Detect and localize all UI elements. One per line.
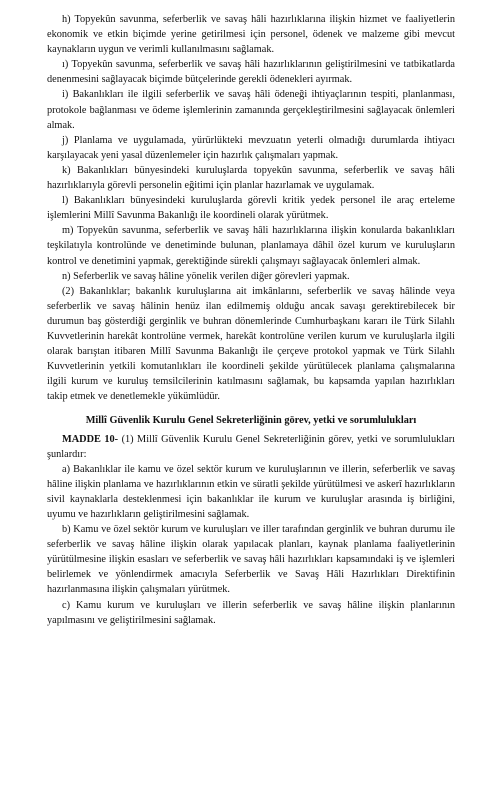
item-j: j) Planlama ve uygulamada, yürürlükteki mevzuatın yeterli olmadığı durumlarda ihtiyacı karşılayacak yeni yasal düzenlemeler için hazırlık çalışmaları yapmak. <box>47 134 455 161</box>
item-h: h) Topyekûn savunma, seferberlik ve savaş hâli hazırlıklarına ilişkin hizmet ve faaliyetlerin ekonomik ve etkin biçimde yerine getirilmesi için personel, ödenek ve malzeme gibi mevcut kaynakların uygun ve verimli kullanılmasını sağlamak. <box>47 14 455 56</box>
madde-item-c: c) Kamu kurum ve kuruluşları ve illerin seferberlik ve savaş hâline ilişkin planlarının yapılmasını ve geliştirilmesini sağlamak. <box>47 599 455 626</box>
madde-item-a: a) Bakanlıklar ile kamu ve özel sektör kurum ve kuruluşlarının ve illerin, seferberlik ve savaş hâline ilişkin planlama ve hazırlıklarının etkin ve süratli şekilde yürütülmesi ve askerî hazırlıkların sivil kaynaklarla desteklenmesi için bakanlıklar ile kurum ve kuruluşlar arasında iş birliğini, uyumu ve hazırlıkların geliştirilmesini sağlamak. <box>47 463 455 520</box>
item-dotless-i: ı) Topyekûn savunma, seferberlik ve savaş hâli hazırlıklarının geliştirilmesini ve tatbikatlarda denenmesini sağlayacak biçimde bütçelerinde gerekli ödenekleri ayırmak. <box>47 59 455 86</box>
madde-title: MADDE 10- <box>62 433 119 445</box>
item-l: l) Bakanlıkları bünyesindeki kuruluşlarda görevli kritik yedek personel ile araç erteleme işlemlerini Millî Savunma Bakanlığı ile koordineli olarak yürütmek. <box>47 195 455 222</box>
madde-intro-text: (1) Millî Güvenlik Kurulu Genel Sekreterliğinin görev, yetki ve sorumlulukları şunlardır: <box>47 433 456 460</box>
item-n: n) Seferberlik ve savaş hâline yönelik verilen diğer görevleri yapmak. <box>62 270 350 282</box>
madde-10-intro <box>47 432 455 462</box>
item-m: m) Topyekûn savunma, seferberlik ve savaş hâli hazırlıklarına ilişkin konularda bakanlıkları teşkilatıyla kontrolünde ve denetiminde bulunan, planlamaya dâhil özel kurum ve kuruluşların kontrol ve denetimini yapmak, gerektiğinde sürekli çalışmayı sağlayacak önlemleri almak. <box>47 225 455 267</box>
section-heading: Millî Güvenlik Kurulu Genel Sekreterliğinin görev, yetki ve sorumlulukları <box>85 415 417 427</box>
paragraph-2: (2) Bakanlıklar; bakanlık kuruluşlarına ait imkânlarını, seferberlik ve savaş hâlinde veya seferberlik ve savaş hâlinin henüz ilan edilmemiş olduğu ancak savaşı gerektirebilecek bir durumun baş gösterdiği gerginlik ve buhran dönemlerinde Cumhurbaşkanı kararı ile Türk Silahlı Kuvvetlerinin harekât kontrolüne vermek, harekât kontrolüne verilen kurum ve kuruluşlarla ilgili olarak barıştan itibaren Millî Savunma Bakanlığı ile çerçeve protokol yapmak ve Türk Silahlı Kuvvetlerinin yetkili komutanlıkları ile koordineli şekilde yürütülecek planlama çalışmalarına ilgili kurum ve kuruluş temsilcilerinin katılmasını sağlamak, bu kapsamda yapılan hazırlıkları takip etmek ve denetlemekle yükümlüdür. <box>47 285 455 403</box>
madde-item-b: b) Kamu ve özel sektör kurum ve kuruluşları ve iller tarafından gerginlik ve buhran durumu ile seferberlik ve savaş hâline ilişkin olarak yapılacak planları, kaynak planlama faaliyetlerinin yürütülmesine ilişkin esasları ve seferberlik ve savaş hâli hazırlıkları kapsamındaki iş ve işlemleri belirlemek ve yönlendirmek amacıyla Seferberlik ve Savaş Hâli Hazırlıkları Direktifinin hazırlanmasına ilişkin çalışmaları yürütmek. <box>47 524 455 596</box>
item-k: k) Bakanlıkları bünyesindeki kuruluşlarda topyekûn savunma, seferberlik ve savaş hâli hazırlıklarıyla görevli personelin eğitimi için planlar hazırlamak ve uygulamak. <box>47 164 455 192</box>
item-i: i) Bakanlıkları ile ilgili seferberlik ve savaş hâli ödeneği ihtiyaçlarının tespiti, planlanması, protokole bağlanması ve ödeme işlemlerinin zamanında gerçekleştirilmesini sağlayacak önlemleri almak. <box>47 89 455 131</box>
document-page <box>47 12 455 628</box>
